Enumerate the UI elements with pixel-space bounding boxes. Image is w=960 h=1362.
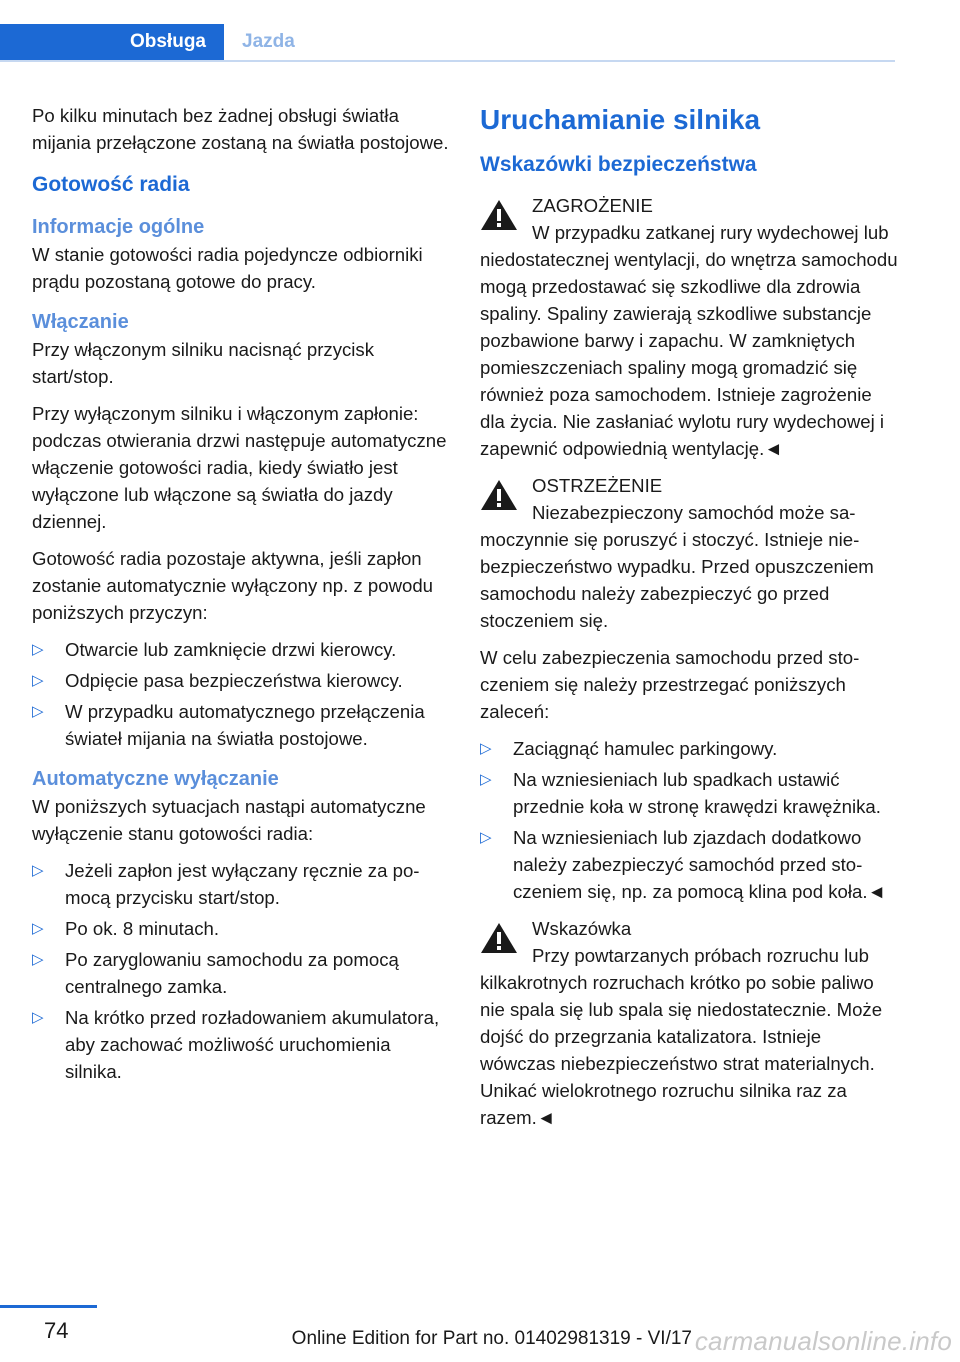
warning-title: OSTRZEŻENIE	[532, 475, 663, 496]
bullet-triangle-icon: ▷	[480, 829, 492, 846]
list-item: ▷ Na krótko przed rozładowaniem akumulatora, aby zachować możliwość uruchomienia silnika.	[32, 1004, 450, 1085]
warning-block-wskazowka	[480, 915, 898, 1131]
warning-triangle-icon	[480, 478, 518, 512]
warning-title: Wskazówka	[532, 918, 632, 939]
paragraph-wlaczanie-2: Przy wyłączonym silniku i włączonym zapłonie: podczas otwierania drzwi następuje automatyczne włączenie gotowości radia, kiedy światło jest wyłączone lub włączone są światła do jazdy dziennej.	[32, 403, 447, 532]
intro-paragraph: Po kilku minutach bez żadnej obsługi światła mijania przełączone zostaną na światła postojowe.	[32, 105, 449, 153]
list-sytuacje	[32, 857, 450, 1085]
bullet-triangle-icon: ▷	[32, 703, 44, 720]
warning-text: Przy powtarzanych próbach rozruchu lub kilkakrotnych rozruchach krótko po sobie paliwo nie spala się lub spala się niedostatecznie. Może dojść do przegrzania katalizatora. Istnieje wówczas niebezpieczeństwo strat materialnych. Unikać wielokrotnego rozruchu silnika raz za razem.◄	[480, 945, 883, 1128]
header-divider	[0, 60, 895, 62]
list-zalecenia	[480, 735, 898, 905]
watermark: carmanualsonline.info	[694, 1326, 952, 1356]
header-tabs	[0, 24, 895, 60]
paragraph-wlaczanie-1: Przy włączonym silniku nacisnąć przycisk start/stop.	[32, 339, 375, 387]
paragraph-informacje: W stanie gotowości radia pojedyncze odbiorniki prądu pozostaną gotowe do pracy.	[32, 244, 423, 292]
bullet-triangle-icon: ▷	[480, 771, 492, 788]
paragraph-wlaczanie-3: Gotowość radia pozostaje aktywna, jeśli zapłon zostanie automatycznie wyłączony np. z powodu poniższych przyczyn:	[32, 548, 434, 623]
list-item: ▷ W przypadku automatycznego przełączenia świateł mijania na światła postojowe.	[32, 698, 450, 752]
warning-text: W przypadku zatkanej rury wydechowej lub niedostatecznej wentylacji, do wnętrza samochodu mogą przedostawać się szkodliwe dla zdrowia spaliny. Spaliny zawierają szkodliwe substancje pozbawione barwy i zapachu. W zamkniętych pomieszczeniach spaliny mogą gromadzić się również poza samochodem. Istnieje zagrożenie dla życia. Nie zasłaniać wylotu rury wydechowej i zapewnić odpowiednią wentylację.◄	[480, 222, 898, 459]
heading-wskazowki-bezpieczenstwa: Wskazówki bezpieczeństwa	[480, 153, 757, 176]
tab-jazda[interactable]: Jazda	[242, 31, 295, 52]
bullet-triangle-icon: ▷	[32, 672, 44, 689]
heading-informacje-ogolne: Informacje ogólne	[32, 216, 205, 238]
warning-triangle-icon	[480, 921, 518, 955]
heading-wlaczanie: Włączanie	[32, 311, 129, 333]
bullet-triangle-icon: ▷	[32, 1009, 44, 1026]
footer-accent-line	[0, 1305, 97, 1308]
list-item: ▷ Jeżeli zapłon jest wyłączany ręcznie za pomocą przycisku start/stop.	[32, 857, 450, 911]
bullet-triangle-icon: ▷	[32, 641, 44, 658]
heading-uruchamianie-silnika: Uruchamianie silnika	[480, 104, 761, 135]
paragraph-cel: W celu zabezpieczenia samochodu przed stoczeniem się należy przestrzegać poniższych zaleceń:	[480, 647, 860, 722]
warning-block-zagrozenie	[480, 192, 898, 462]
bullet-triangle-icon: ▷	[32, 862, 44, 879]
heading-gotowosc-radia: Gotowość radia	[32, 173, 190, 196]
warning-text: Niezabezpieczony samochód może samoczynnie się poruszyć i stoczyć. Istnieje niebezpieczeństwo wypadku. Przed opuszczeniem samochodu należy zabezpieczyć go przed stoczeniem się.	[480, 502, 874, 631]
list-item: ▷ Otwarcie lub zamknięcie drzwi kierowcy.	[32, 636, 450, 663]
list-item: ▷ Po ok. 8 minutach.	[32, 915, 450, 942]
warning-block-ostrzezenie	[480, 472, 898, 634]
right-column	[480, 102, 898, 1141]
list-item: ▷ Odpięcie pasa bezpieczeństwa kierowcy.	[32, 667, 450, 694]
page-number: 74	[44, 1318, 69, 1343]
warning-triangle-icon	[480, 198, 518, 232]
list-przyczyny	[32, 636, 450, 752]
list-item: ▷ Na wzniesieniach lub spadkach ustawić przednie koła w stronę krawędzi krawężnika.	[480, 766, 898, 820]
edition-note: Online Edition for Part no. 01402981319 - VI/17	[291, 1328, 692, 1349]
bullet-triangle-icon: ▷	[480, 740, 492, 757]
tab-obsluga[interactable]: Obsługa	[0, 24, 224, 60]
list-item: ▷ Na wzniesieniach lub zjazdach dodatkowo należy zabezpieczyć samochód przed stoczeniem się, np. za pomocą klina pod koła.◄	[480, 824, 898, 905]
bullet-triangle-icon: ▷	[32, 951, 44, 968]
list-item: ▷ Po zaryglowaniu samochodu za pomocą centralnego zamka.	[32, 946, 450, 1000]
list-item: ▷ Zaciągnąć hamulec parkingowy.	[480, 735, 898, 762]
bullet-triangle-icon: ▷	[32, 920, 44, 937]
heading-automatyczne-wylaczanie: Automatyczne wyłączanie	[32, 768, 279, 790]
paragraph-auto: W poniższych sytuacjach nastąpi automatyczne wyłączenie stanu gotowości radia:	[32, 796, 426, 844]
left-column	[32, 102, 450, 1095]
warning-title: ZAGROŻENIE	[532, 195, 653, 216]
